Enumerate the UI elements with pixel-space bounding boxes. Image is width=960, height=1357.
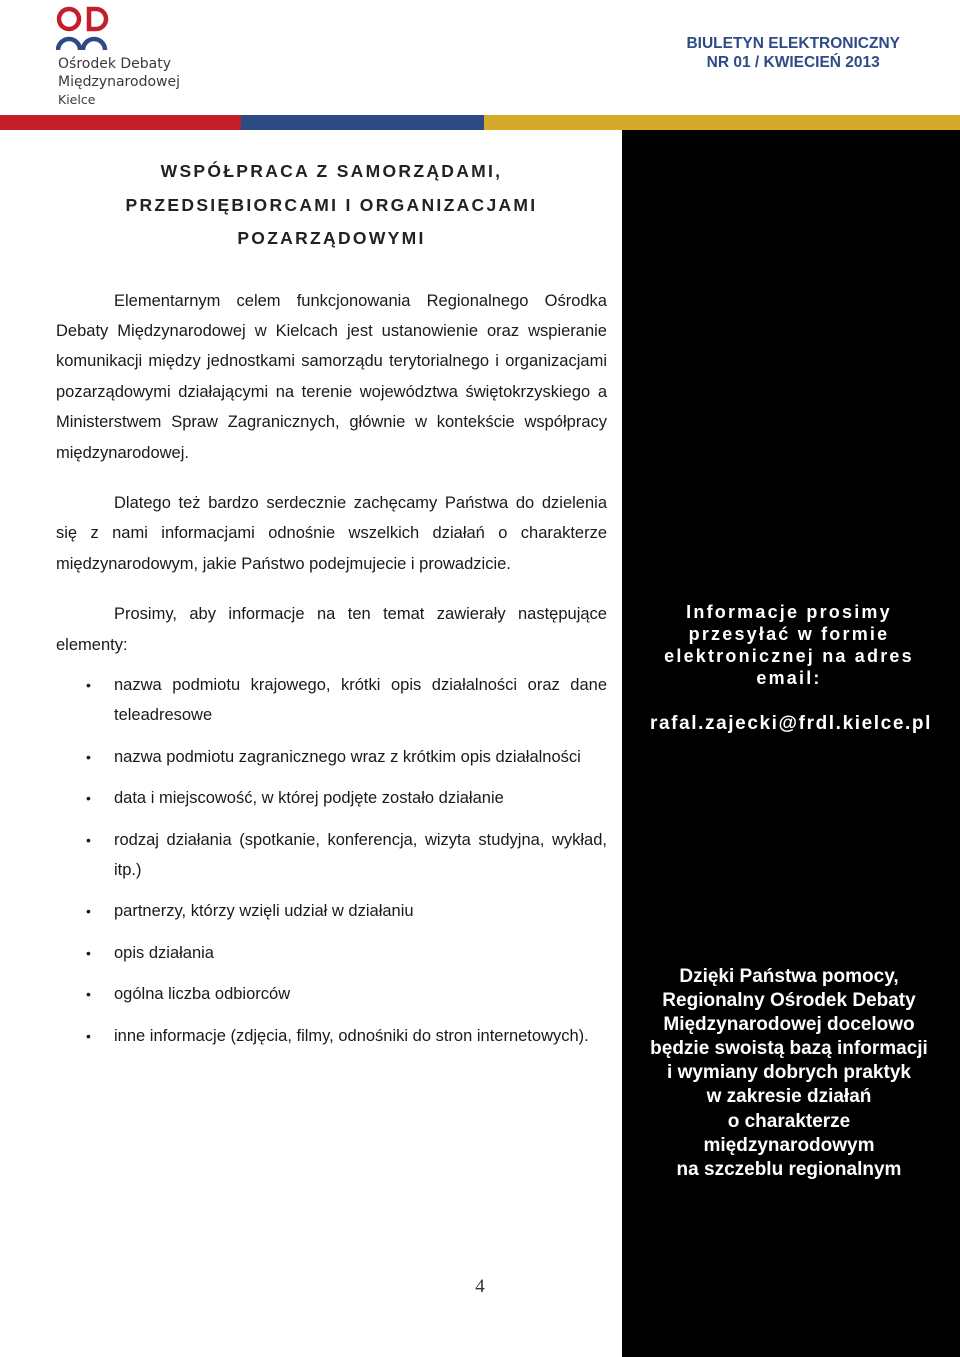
thanks-line: w zakresie działań bbox=[706, 1086, 872, 1108]
list-item-text: nazwa podmiotu krajowego, krótki opis działalności oraz dane teleadresowe bbox=[114, 675, 607, 725]
list-item bbox=[56, 825, 607, 886]
list-item bbox=[56, 1021, 607, 1051]
contact-info-line: przesyłać w formie bbox=[688, 624, 890, 644]
bulletin-header bbox=[686, 34, 900, 72]
article-title bbox=[56, 155, 607, 256]
list-item bbox=[56, 742, 607, 772]
list-item-text: ogólna liczba odbiorców bbox=[114, 985, 291, 1004]
thanks-line: i wymiany dobrych praktyk bbox=[667, 1062, 911, 1084]
contact-info-line: elektronicznej na adres bbox=[664, 646, 914, 666]
bullet-icon: • bbox=[86, 986, 91, 1003]
bullet-icon: • bbox=[86, 790, 91, 807]
logo-line-2: Międzynarodowej bbox=[58, 73, 180, 90]
bullet-icon: • bbox=[86, 944, 91, 961]
title-line-3: POZARZĄDOWYMI bbox=[237, 228, 426, 248]
paragraph-request: Prosimy, aby informacje na ten temat zawierały następujące elementy: bbox=[56, 605, 607, 654]
title-line-1: WSPÓŁPRACA Z SAMORZĄDAMI, bbox=[160, 161, 503, 181]
thanks-line: na szczeblu regionalnym bbox=[676, 1158, 902, 1180]
thanks-line: o charakterze bbox=[727, 1110, 851, 1132]
list-item bbox=[56, 783, 607, 813]
contact-info-line: email: bbox=[756, 668, 822, 688]
logo-line-1: Ośrodek Debaty bbox=[58, 56, 172, 72]
paragraph-invitation: Dlatego też bardzo serdecznie zachęcamy Państwa do dzielenia się z nami informacjami odnośnie wszelkich działań o charakterze międzynarodowym, jakie Państwo podejmujecie i prowadzicie. bbox=[56, 493, 607, 573]
thanks-line: będzie swoistą bazą informacji bbox=[650, 1038, 928, 1060]
thanks-line: Dzięki Państwa pomocy, bbox=[679, 966, 899, 987]
list-item bbox=[56, 938, 607, 968]
header-stripe-red bbox=[0, 115, 241, 130]
bulletin-title: BIULETYN ELEKTRONICZNY bbox=[686, 35, 900, 52]
thanks-line: międzynarodowym bbox=[703, 1134, 875, 1156]
list-item-text: rodzaj działania (spotkanie, konferencja, wizyta studyjna, wykład, itp.) bbox=[114, 830, 607, 879]
bulletin-issue: NR 01 / KWIECIEŃ 2013 bbox=[706, 54, 880, 71]
title-line-2: PRZEDSIĘBIORCAMI I ORGANIZACJAMI bbox=[125, 194, 538, 215]
list-item-text: inne informacje (zdjęcia, filmy, odnośniki do stron internetowych). bbox=[114, 1026, 589, 1045]
contact-email[interactable]: rafal.zajecki@frdl.kielce.pl bbox=[650, 713, 932, 734]
header-stripe-gold bbox=[484, 115, 960, 130]
thanks-line: Regionalny Ośrodek Debaty bbox=[662, 990, 916, 1012]
article bbox=[56, 155, 607, 1062]
sidebar-contact-info bbox=[622, 601, 956, 689]
list-item bbox=[56, 670, 607, 731]
bullet-icon: • bbox=[86, 748, 91, 765]
list-item bbox=[56, 979, 607, 1009]
bullet-icon: • bbox=[86, 676, 91, 693]
list-item-text: partnerzy, którzy wzięli udział w działaniu bbox=[114, 902, 414, 921]
bullet-icon: • bbox=[86, 903, 91, 920]
logo-text bbox=[58, 56, 180, 109]
list-item bbox=[56, 896, 607, 926]
list-item-text: data i miejscowość, w której podjęte zostało działanie bbox=[114, 789, 504, 808]
sidebar-thanks bbox=[622, 965, 956, 1182]
paragraph-intro: Elementarnym celem funkcjonowania Regionalnego Ośrodka Debaty Międzynarodowej w Kielcach jest ustanowienie oraz wspieranie komunikacji między jednostkami samorządu terytorialnego i organizacjami pozarządowymi działającymi na terenie województwa świętokrzyskiego a Ministerstwem Spraw Zagranicznych, głównie w kontekście współpracy międzynarodowej. bbox=[56, 291, 607, 462]
bullet-icon: • bbox=[86, 831, 91, 848]
list-item-text: opis działania bbox=[114, 943, 214, 962]
page-number: 4 bbox=[475, 1276, 485, 1297]
requirements-list bbox=[56, 670, 607, 1051]
logo-line-3: Kielce bbox=[58, 92, 96, 107]
thanks-line: Międzynarodowej docelowo bbox=[663, 1014, 915, 1036]
contact-info-line: Informacje prosimy bbox=[686, 602, 892, 622]
logo bbox=[56, 6, 196, 106]
sidebar bbox=[622, 130, 960, 1357]
header-stripe-blue bbox=[241, 115, 484, 130]
list-item-text: nazwa podmiotu zagranicznego wraz z krótkim opis działalności bbox=[114, 747, 581, 766]
logo-mark-icon bbox=[56, 6, 112, 52]
bullet-icon: • bbox=[86, 1027, 91, 1044]
